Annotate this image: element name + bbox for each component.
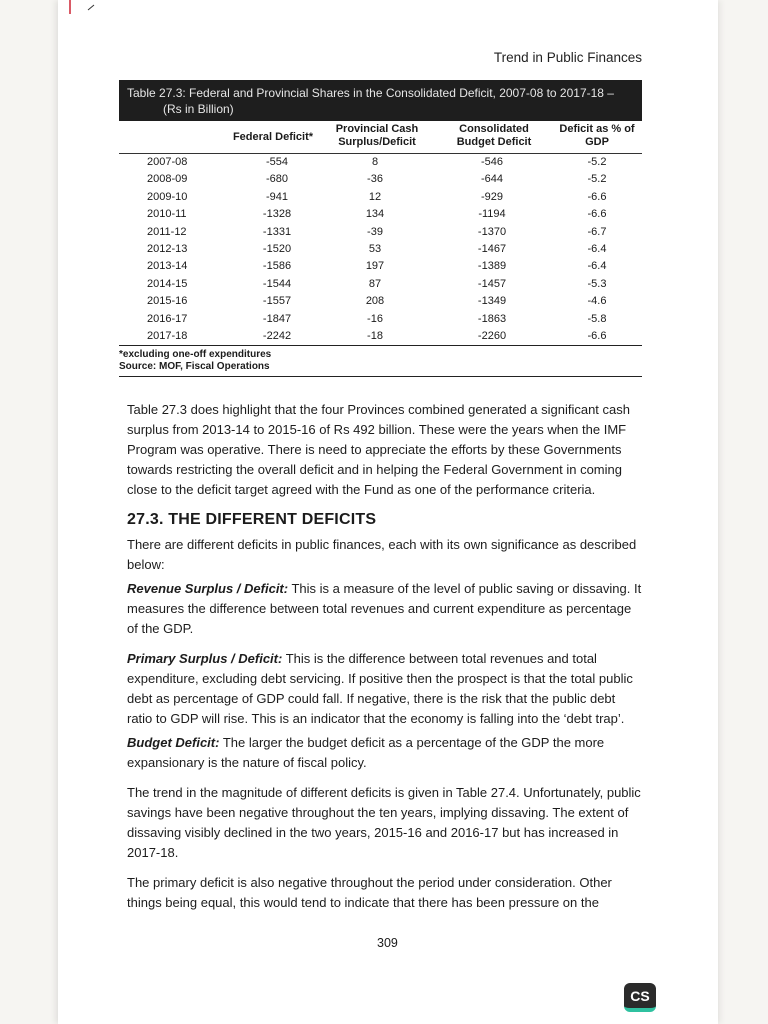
table-cell-year: 2011-12 [147, 225, 187, 238]
table-cell-year: 2009-10 [147, 190, 188, 203]
table-row [119, 189, 642, 206]
col-consolidated-deficit: Consolidated Budget Deficit [456, 123, 532, 148]
table-footer [119, 345, 642, 377]
table-cell-value: -1370 [477, 225, 507, 238]
table-cell-value: -1328 [262, 208, 292, 221]
table-row [119, 206, 642, 223]
table-cell-value: -5.2 [587, 173, 607, 186]
table-row [119, 224, 642, 241]
table-title-line1: Table 27.3: Federal and Provincial Shares in the Consolidated Deficit, 2007-08 to 2017-18 – [127, 86, 614, 100]
table-cell-value: -929 [480, 190, 504, 203]
table-cell-value: -680 [265, 173, 289, 186]
table-cell-value: -5.8 [587, 312, 607, 325]
table-cell-value: 197 [365, 260, 385, 273]
table-cell-value: -1544 [262, 277, 292, 290]
table-cell-value: -1586 [262, 260, 292, 273]
table-cell-value: -5.2 [587, 156, 607, 168]
table-cell-value: -16 [367, 312, 383, 325]
table-row [119, 311, 642, 328]
paragraph-budget [127, 733, 643, 773]
table-cell-value: -1389 [477, 260, 507, 273]
col-deficit-gdp: Deficit as % of GDP [559, 123, 635, 148]
table-cell-value: 53 [368, 242, 382, 255]
table-row [119, 258, 642, 275]
table-cell-value: 8 [371, 156, 379, 168]
table-footnote: *excluding one-off expenditures [119, 349, 272, 361]
page-number: 309 [377, 936, 398, 950]
table-header [119, 121, 642, 154]
table-cell-value: -18 [367, 329, 383, 342]
table-cell-value: -1457 [477, 277, 507, 290]
table-cell-value: 134 [365, 208, 385, 221]
table-cell-year: 2012-13 [147, 242, 188, 255]
table-cell-value: -5.3 [587, 277, 607, 290]
table-cell-year: 2015-16 [147, 295, 188, 308]
table-title-line2: (Rs in Billion) [163, 102, 234, 116]
text-budget: The larger the budget deficit as a percentage of the GDP the more expansionary is the nature of fiscal policy. [127, 735, 605, 770]
table-cell-year: 2013-14 [147, 260, 188, 273]
body-paragraph-1 [127, 400, 643, 510]
table-cell-value: -6.7 [587, 225, 607, 238]
paragraph-intro: There are different deficits in public finances, each with its own significance as described below: [127, 537, 637, 572]
table-cell-value: -554 [265, 156, 289, 168]
table-cell-value: -6.4 [587, 242, 607, 255]
table-row [119, 241, 642, 258]
table-row [119, 276, 642, 293]
paragraph-trend: The trend in the magnitude of different deficits is given in Table 27.4. Unfortunately, public savings have been negative throughout the ten years, implying dissaving. The extent of dissaving visibly declined in the two years, 2015-16 and 2016-17 but has increased in 2017-18. [127, 785, 641, 860]
table-cell-value: -1331 [262, 225, 292, 238]
text-revenue: This is a measure of the level of public saving or dissaving. It measures the difference between total revenues and current expenditure as percentage of the GDP. [127, 581, 642, 636]
table-cell-value: -39 [367, 225, 383, 238]
table-cell-value: -1194 [478, 208, 506, 221]
paragraph-revenue [127, 579, 643, 639]
term-primary: Primary Surplus / Deficit: [127, 651, 283, 666]
table-cell-value: -4.6 [587, 295, 607, 308]
table-cell-value: -1557 [262, 295, 292, 308]
table-row [119, 171, 642, 188]
table-cell-value: 208 [365, 295, 385, 308]
table-cell-value: -941 [265, 190, 289, 203]
deficit-table [119, 80, 642, 377]
table-cell-value: -6.4 [587, 260, 607, 273]
paragraph-table-discussion: Table 27.3 does highlight that the four Provinces combined generated a significant cash surplus from 2013-14 to 2015-16 of Rs 492 billion. These were the years when the IMF Program was operative. There is need to appreciate the efforts by these Governments towards restricting the overall deficit and in helping the Federal Government in coming close to the deficit target agreed with the Fund as one of the performance criteria. [127, 402, 630, 497]
table-cell-value: -36 [367, 173, 383, 186]
table-cell-value: 12 [368, 190, 382, 203]
table-source: Source: MOF, Fiscal Operations [119, 361, 270, 373]
term-budget: Budget Deficit: [127, 735, 220, 750]
body-text-deficits [127, 535, 643, 923]
paragraph-primary [127, 649, 643, 729]
table-cell-value: -1863 [477, 312, 507, 325]
paragraph-primary-deficit: The primary deficit is also negative throughout the period under consideration. Other things being equal, this would tend to indicate that there has been pressure on the [127, 875, 612, 910]
table-cell-value: -6.6 [587, 190, 607, 203]
table-title [119, 80, 642, 121]
table-cell-value: 87 [368, 277, 382, 290]
col-provincial-cash: Provincial Cash Surplus/Deficit [335, 123, 419, 148]
table-cell-year: 2007-08 [147, 156, 188, 168]
section-heading: 27.3. THE DIFFERENT DEFICITS [127, 511, 377, 528]
table-row [119, 293, 642, 310]
table-cell-value: -1467 [477, 242, 507, 255]
table-cell-year: 2016-17 [147, 312, 188, 325]
table-body [119, 154, 642, 345]
table-cell-year: 2010-11 [147, 208, 187, 221]
table-cell-year: 2014-15 [147, 277, 188, 290]
term-revenue: Revenue Surplus / Deficit: [127, 581, 289, 596]
table-cell-value: -1520 [262, 242, 292, 255]
table-cell-value: -6.6 [587, 208, 607, 221]
table-cell-value: -1847 [262, 312, 292, 325]
text-primary: This is the difference between total revenues and total expenditure, excluding debt servicing. If positive then the prospect is that the total public debt as percentage of GDP could fall. If negative, there is the risk that the public debt ratio to GDP will rise. This is an indicator that the economy is falling into the ‘debt trap’. [127, 651, 633, 726]
table-cell-year: 2017-18 [147, 329, 188, 342]
table-cell-value: -2242 [262, 329, 292, 342]
table-cell-value: -6.6 [587, 329, 607, 342]
corner-mark-icon [60, 0, 100, 14]
table-cell-value: -546 [480, 156, 504, 168]
table-cell-value: -2260 [477, 329, 507, 342]
col-federal-deficit: Federal Deficit* [232, 131, 314, 143]
camscanner-logo-icon: CS [624, 983, 656, 1012]
table-row [119, 154, 642, 171]
table-cell-value: -1349 [477, 295, 507, 308]
table-cell-year: 2008-09 [147, 173, 188, 186]
table-cell-value: -644 [480, 173, 504, 186]
table-row [119, 328, 642, 345]
running-header: Trend in Public Finances [493, 50, 642, 65]
